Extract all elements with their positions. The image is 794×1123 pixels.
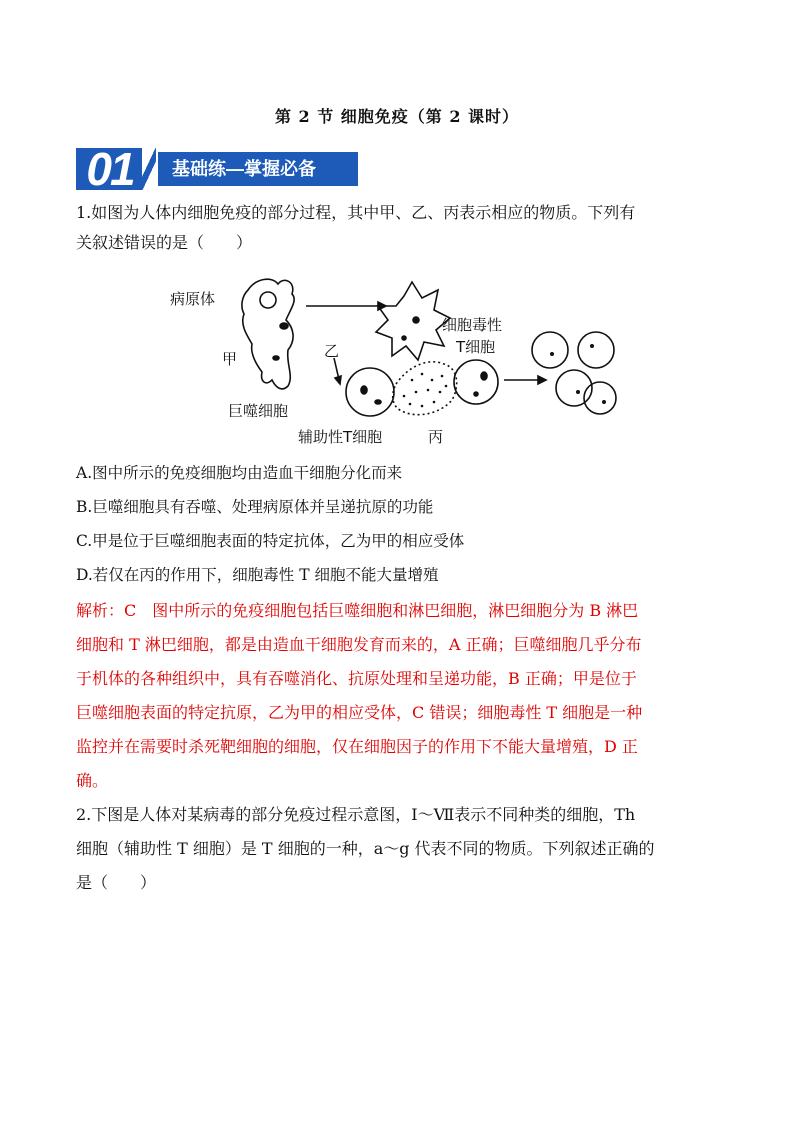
label-helper-t: 辅助性T细胞 bbox=[298, 428, 383, 446]
banner-label: 基础练—掌握必备 bbox=[158, 152, 358, 186]
question-2-stem-line: 是（ ） bbox=[76, 873, 157, 892]
helper-t-cell bbox=[346, 368, 394, 416]
option-a: A.图中所示的免疫细胞均由造血干细胞分化而来 bbox=[76, 464, 403, 482]
proliferated-cell-1 bbox=[532, 332, 568, 368]
page-title: 第 2 节 细胞免疫（第 2 课时） bbox=[274, 107, 520, 126]
question-1-stem-line-2: 关叙述错误的是（ ） bbox=[76, 233, 253, 252]
proliferated-cell-2 bbox=[578, 332, 614, 368]
question-2-stem bbox=[76, 798, 726, 900]
analysis-line: 确。 bbox=[76, 771, 109, 790]
option-c: C.甲是位于巨噬细胞表面的特定抗体，乙为甲的相应受体 bbox=[76, 532, 465, 550]
question-2-stem-line: 2.下图是人体对某病毒的部分免疫过程示意图，Ⅰ～Ⅶ表示不同种类的细胞，Th bbox=[76, 805, 636, 824]
question-1-analysis bbox=[76, 594, 726, 798]
label-cytotoxic-t-2: T细胞 bbox=[456, 338, 496, 356]
analysis-line: 巨噬细胞表面的特定抗原，乙为甲的相应受体，C 错误；细胞毒性 T 细胞是一种 bbox=[76, 703, 643, 722]
option-b: B.巨噬细胞具有吞噬、处理病原体并呈递抗原的功能 bbox=[76, 498, 434, 516]
question-2-stem-line: 细胞（辅助性 T 细胞）是 T 细胞的一种，a～g 代表不同的物质。下列叙述正确的 bbox=[76, 839, 655, 858]
label-bing: 丙 bbox=[428, 428, 444, 446]
analysis-line: 解析：C 图中所示的免疫细胞包括巨噬细胞和淋巴细胞，淋巴细胞分为 B 淋巴 bbox=[76, 601, 639, 620]
label-pathogen: 病原体 bbox=[170, 290, 216, 308]
banner-slash-decoration bbox=[142, 148, 156, 190]
cytotoxic-t-cell bbox=[454, 360, 498, 404]
banner-number: 01 bbox=[76, 148, 144, 190]
option-d: D.若仅在丙的作用下，细胞毒性 T 细胞不能大量增殖 bbox=[76, 566, 439, 584]
section-banner bbox=[76, 143, 358, 195]
analysis-line: 监控并在需要时杀死靶细胞的细胞，仅在细胞因子的作用下不能大量增殖，D 正 bbox=[76, 737, 638, 756]
question-1-stem-line-1: 1.如图为人体内细胞免疫的部分过程，其中甲、乙、丙表示相应的物质。下列有 bbox=[76, 203, 636, 222]
cytokine-cloud bbox=[393, 362, 457, 415]
macrophage-shape bbox=[242, 279, 294, 389]
label-cytotoxic-t-1: 细胞毒性 bbox=[442, 316, 503, 334]
question-1-stem bbox=[76, 198, 726, 258]
label-macrophage: 巨噬细胞 bbox=[228, 402, 289, 420]
immune-process-figure bbox=[160, 268, 620, 450]
label-yi: 乙 bbox=[324, 342, 340, 360]
pathogen-circle bbox=[260, 292, 276, 308]
analysis-line: 于机体的各种组织中，具有吞噬消化、抗原处理和呈递功能，B 正确；甲是位于 bbox=[76, 669, 637, 688]
analysis-line: 细胞和 T 淋巴细胞，都是由造血干细胞发育而来的，A 正确；巨噬细胞几乎分布 bbox=[76, 635, 642, 654]
label-jia: 甲 bbox=[222, 350, 238, 368]
